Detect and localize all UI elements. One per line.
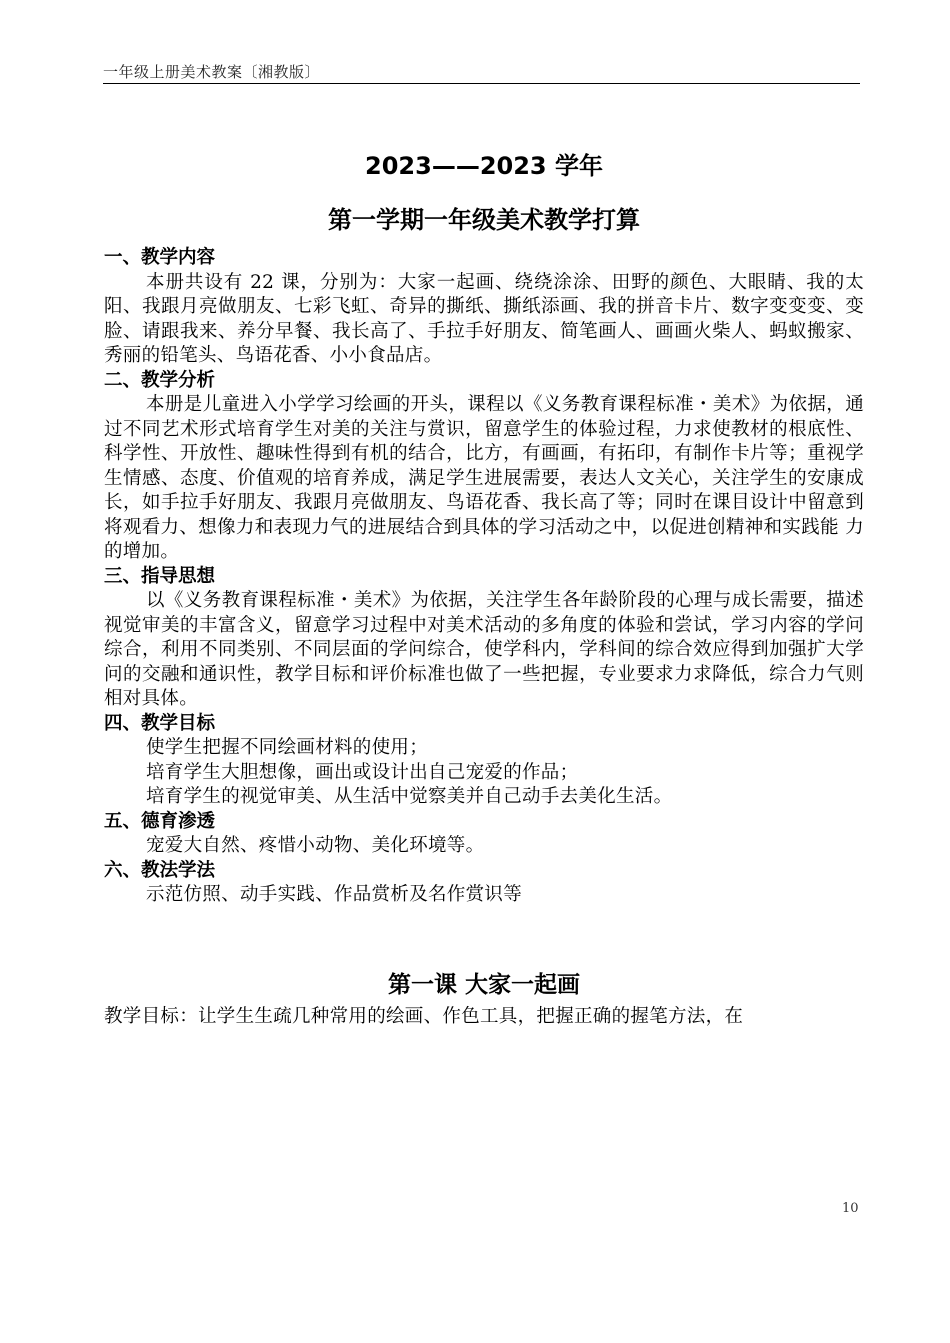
- list-item: 培育学生大胆想像，画出或设计出自己宠爱的作品；: [146, 761, 579, 783]
- section-paragraph: 本册是儿童进入小学学习绘画的开头，课程以《义务教育课程标准・美术》为依据，通过不同艺术形式培育学生对美的关注与赏识，留意学生的体验过程，力求使教材的根底性、科学性、开放性、趣味性得到有机的结合，比方，有画画，有拓印，有制作卡片等；重视学生情感、态度、价值观的培育养成，满足学生进展需要，表达人文关心，关注学生的安康成长，如手拉手好朋友、我跟月亮做朋友、鸟语花香、我长高了等；同时在课目设计中留意到将观看力、想像力和表现力气的进展结合到具体的学习活动之中，以促进创精神和实践能 力的增加。: [104, 394, 864, 562]
- section-heading: 四、教学目标: [104, 712, 216, 734]
- section-heading: 五、德育渗透: [104, 810, 216, 832]
- section-teaching-goals: [104, 712, 864, 810]
- section-teaching-content: [104, 246, 864, 369]
- page-header: [103, 62, 860, 84]
- lesson-goal: 教学目标：让学生生疏几种常用的绘画、作色工具，把握正确的握笔方法，在: [104, 1005, 744, 1027]
- section-teaching-methods: [104, 859, 864, 908]
- section-guiding-thought: [104, 565, 864, 712]
- title-school-year: 2023——2023 学年: [365, 152, 603, 180]
- section-paragraph: 本册共设有 22 课，分别为：大家一起画、绕绕涂涂、田野的颜色、大眼睛、我的太阳、我跟月亮做朋友、七彩飞虹、奇异的撕纸、撕纸添画、我的拼音卡片、数字变变变、变脸、请跟我来、养分早餐、我长高了、手拉手好朋友、简笔画人、画画火柴人、蚂蚁搬家、秀丽的铅笔头、鸟语花香、小小食品店。: [104, 271, 864, 366]
- page-number: 10: [842, 1201, 859, 1216]
- header-rule: [103, 83, 860, 84]
- section-teaching-analysis: [104, 369, 864, 565]
- list-item: 培育学生的视觉审美、从生活中觉察美并自己动手去美化生活。: [146, 786, 673, 807]
- list-item: 示范仿照、动手实践、作品赏析及名作赏识等: [146, 884, 523, 905]
- list-item: 宠爱大自然、疼惜小动物、美化环境等。: [146, 835, 485, 856]
- section-heading: 二、教学分析: [104, 369, 216, 391]
- list-item: 使学生把握不同绘画材料的使用；: [146, 737, 429, 758]
- section-paragraph: 以《义务教育课程标准・美术》为依据，关注学生各年龄阶段的心理与成长需要，描述视觉审美的丰富含义，留意学习过程中对美术活动的多角度的体验和尝试，学习内容的学问综合，利用不同类别、不同层面的学问综合，使学科内，学科间的综合效应得到加强扩大学问的交融和通识性，教学目标和评价标准也做了一些把握，专业要求力求降低，综合力气则相对具体。: [104, 590, 864, 709]
- header-text: 一年级上册美术教案〔湘教版〕: [103, 63, 321, 81]
- section-moral-education: [104, 810, 864, 859]
- sections: [104, 246, 864, 908]
- title-plan: 第一学期一年级美术教学打算: [328, 206, 640, 234]
- section-heading: 一、教学内容: [104, 247, 216, 268]
- document-body: [104, 140, 864, 1032]
- lesson-title: 第一课 大家一起画: [387, 971, 580, 998]
- section-heading: 六、教法学法: [104, 859, 216, 881]
- section-heading: 三、指导思想: [104, 565, 216, 587]
